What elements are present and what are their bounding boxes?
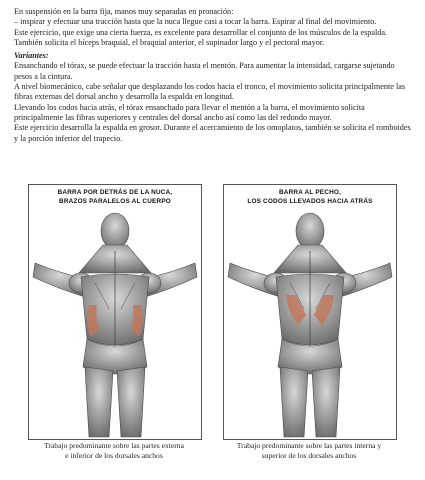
intro-line: – inspirar y efectuar una tracción hasta que la nuca llegue casi a tocar la barra. Espirar al final del movimiento. (14, 17, 377, 27)
head (101, 213, 129, 249)
head (296, 213, 324, 249)
caption-line: e inferior de los dorsales anchos (65, 451, 163, 460)
figure-behind-neck (28, 184, 202, 440)
variant-paragraph: Llevando los codos hacia atrás, el tórax ensanchado para llevar el mentón a la barra, el movimiento solicita principalmente las fibras superiores y centrales del dorsal ancho así como las del redondo mayor. (14, 102, 365, 122)
right-leg (117, 367, 145, 437)
figure-caption (19, 441, 209, 461)
exercise-description (14, 7, 412, 144)
figure-title-line: BARRA POR DETRÁS DE LA NUCA, (57, 189, 173, 196)
intro-line: Este ejercicio, que exige una cierta fuerza, es excelente para desarrollar el conjunto de los músculos de la espalda. También solicita el bíceps braquial, el braquial anterior, el supinador largo y el pectoral mayor. (14, 27, 388, 47)
variant-paragraph: A nivel biomecánico, cabe señalar que desplazando los codos hacia el tronco, el movimiento solicita principalmente las fibras externas del dorsal ancho y desarrolla la espalda en longitud. (14, 82, 406, 102)
variants-heading: Variantes: (14, 51, 49, 61)
back-muscles-illustration (29, 211, 201, 439)
back-muscles-illustration (224, 211, 396, 439)
figure-to-chest (223, 184, 397, 440)
figure-caption (214, 441, 404, 461)
figure-title (33, 189, 197, 206)
figure-title-line: LOS CODOS LLEVADOS HACIA ATRÁS (247, 197, 373, 205)
figure-title-line: BARRA AL PECHO, (278, 189, 342, 196)
intro-line: En suspensión en la barra fija, manos muy separadas en pronación: (14, 7, 234, 16)
variant-paragraph: Este ejercicio desarrolla la espalda en grosor. Durante el acercamiento de los omoplatos, también se solicita el romboides y la porción inferior del trapecio. (14, 123, 411, 143)
left-leg (280, 367, 308, 437)
caption-line: Trabajo predominante sobre las partes interna y (236, 441, 382, 450)
caption-line: superior de los dorsales anchos (261, 451, 357, 460)
variant-paragraph: Ensanchando el tórax, se puede efectuar la tracción hasta el mentón. Para aumentar la intensidad, cargarse sujetando pesos a la cintura. (14, 61, 395, 81)
figure-title-line: BRAZOS PARALELOS AL CUERPO (59, 197, 171, 205)
caption-line: Trabajo predominante sobre las partes externa (44, 441, 184, 450)
right-leg (312, 367, 340, 437)
left-leg (85, 367, 113, 437)
figure-title (228, 189, 392, 206)
